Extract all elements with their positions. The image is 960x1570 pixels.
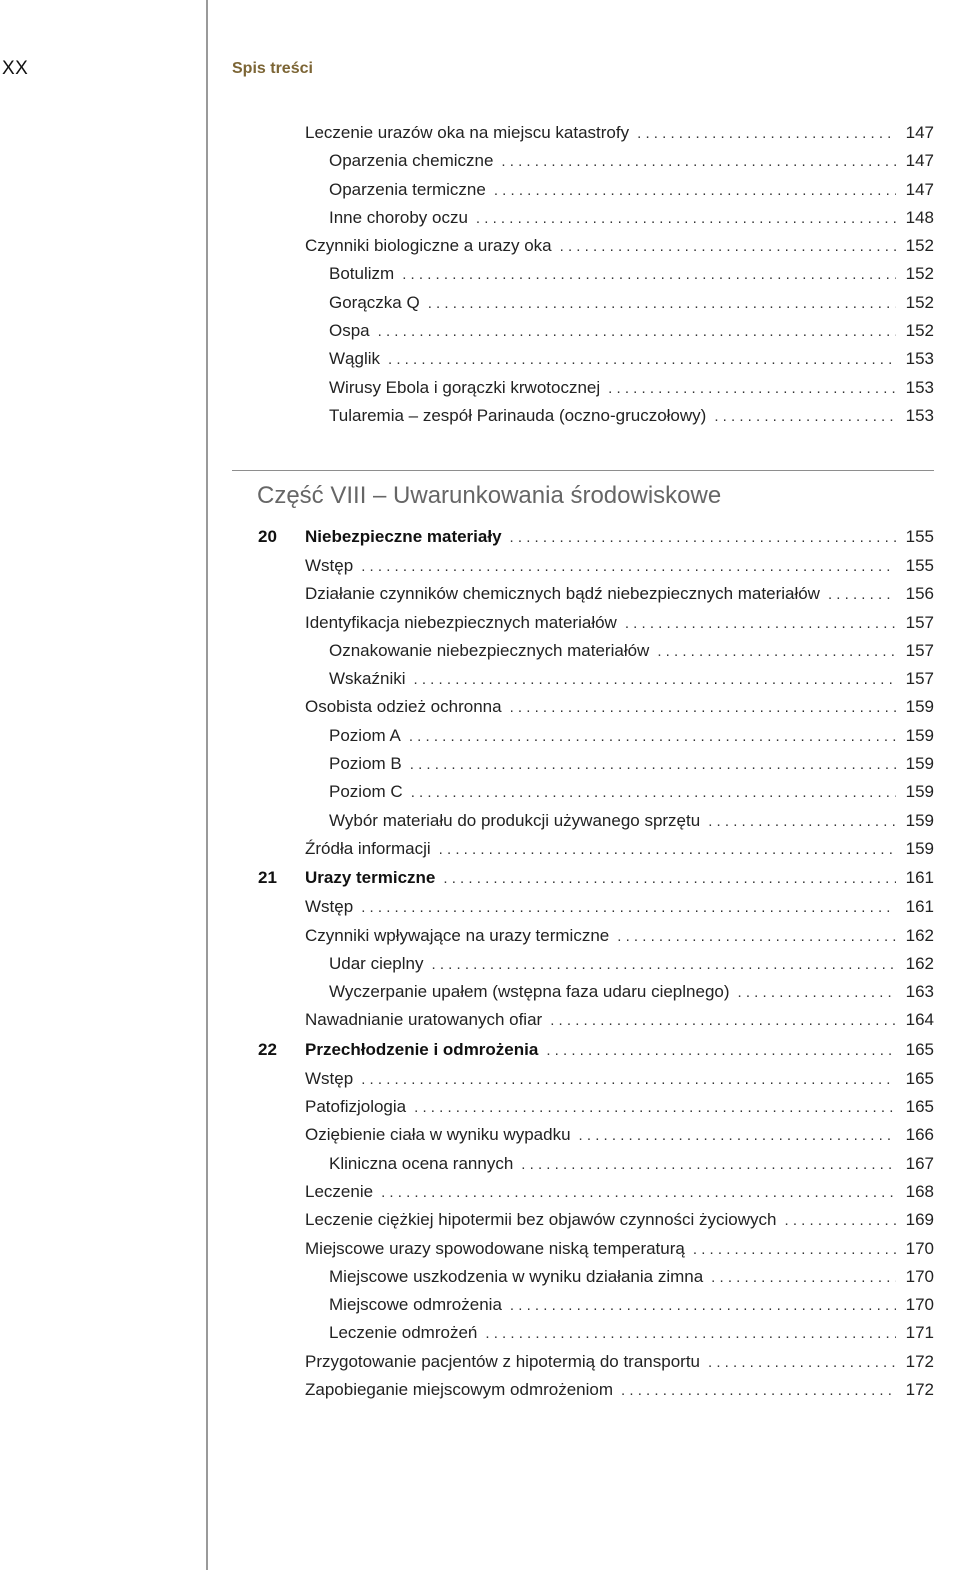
dot-leader [510,1292,896,1320]
toc-entry [258,147,934,175]
dot-leader [485,1320,896,1348]
dot-leader [432,951,897,979]
toc-page-number: 155 [905,527,934,546]
toc-page-number: 148 [905,207,934,227]
vertical-divider [206,0,208,1570]
toc-entry [258,260,934,288]
dot-leader [708,808,896,836]
toc-entry-title: Działanie czynników chemicznych bądź niebezpiecznych materiałów [305,584,820,604]
dot-leader [402,261,896,289]
dot-leader [476,205,896,233]
toc-entry [258,750,934,778]
toc-entry-title: Urazy termiczne [305,868,436,888]
dot-leader [608,375,896,403]
toc-page-number: 165 [905,1068,934,1088]
dot-leader [510,523,896,553]
toc-entry [258,1206,934,1234]
dot-leader [388,346,896,374]
dot-leader [828,581,896,609]
toc-entry-title: Osobista odzież ochronna [305,697,502,717]
toc-page-number: 153 [905,405,934,425]
toc-entry-title: Leczenie urazów oka na miejscu katastrofy [305,123,630,142]
toc-entry [258,637,934,665]
toc-entry-title: Przechłodzenie i odmrożenia [305,1039,539,1059]
toc-page-number: 147 [905,123,934,142]
toc-page-number: 163 [905,982,934,1002]
toc-entry [258,778,934,806]
toc-page-number: 170 [905,1266,934,1286]
toc-entry [258,1291,934,1319]
dot-leader [443,864,896,894]
toc-page-number: 171 [905,1323,934,1343]
running-head: Spis treści [232,60,313,77]
toc-entry [258,1121,934,1149]
dot-leader [414,1094,896,1122]
toc-page-number: 162 [905,953,934,973]
toc-entry-title: Czynniki biologiczne a urazy oka [305,236,552,256]
dot-leader [784,1207,896,1235]
toc-entry-title: Gorączka Q [329,292,420,312]
dot-leader [494,177,896,205]
chapter-number: 22 [258,1039,277,1059]
toc-entry [258,1319,934,1347]
toc-page-number: 172 [905,1351,934,1371]
toc-entry-title: Patofizjologia [305,1097,407,1117]
toc-page-number: 159 [905,838,934,858]
dot-leader [560,233,896,261]
toc-entry [258,345,934,373]
toc-entry [258,1348,934,1376]
dot-leader [708,1349,896,1377]
part-divider-rule [232,470,934,471]
toc-entry [258,835,934,863]
dot-leader [714,403,896,431]
toc-page-number: 157 [905,640,934,660]
dot-leader [657,638,896,666]
toc-entry-title: Oziębienie ciała w wyniku wypadku [305,1125,571,1145]
toc-entry-title: Leczenie odmrożeń [329,1323,478,1343]
toc-page-number: 172 [905,1380,934,1400]
toc-page-number: 161 [905,868,934,888]
chapter-number: 20 [258,527,277,546]
toc-page-number: 147 [905,151,934,171]
toc-entry-title: Wąglik [329,349,381,369]
toc-entry [258,552,934,580]
dot-leader [361,894,896,922]
toc-entry-title: Poziom C [329,782,403,802]
toc-entry [258,1235,934,1263]
toc-entry-title: Wirusy Ebola i gorączki krwotocznej [329,377,601,397]
toc-entry [258,665,934,693]
toc-page-number: 152 [905,292,934,312]
toc-entry-title: Leczenie ciężkiej hipotermii bez objawów czynności życiowych [305,1210,777,1230]
toc-entry [258,204,934,232]
toc-entry-title: Wstęp [305,897,354,917]
toc-entry-title: Miejscowe uszkodzenia w wyniku działania zimna [329,1266,704,1286]
toc-entry-title: Wskaźniki [329,669,406,689]
toc-entry [258,1093,934,1121]
toc-entry-title: Kliniczna ocena rannych [329,1153,514,1173]
dot-leader [378,318,896,346]
toc-entry-title: Inne choroby oczu [329,207,468,227]
toc-entry [258,1150,934,1178]
toc-entry-title: Czynniki wpływające na urazy termiczne [305,925,610,945]
dot-leader [381,1179,896,1207]
toc-entry-title: Leczenie [305,1181,374,1201]
toc-chapter-entry [258,522,934,552]
dot-leader [625,610,896,638]
toc-list-bottom [258,522,934,1404]
toc-entry [258,289,934,317]
toc-entry [258,950,934,978]
chapter-number: 21 [258,868,277,888]
toc-chapter-entry [258,1035,934,1065]
toc-entry-title: Przygotowanie pacjentów z hipotermią do transportu [305,1351,700,1371]
dot-leader [428,290,896,318]
toc-list-top [258,119,934,430]
dot-leader [693,1236,896,1264]
toc-entry [258,374,934,402]
toc-page-number: 170 [905,1295,934,1315]
toc-page-number: 165 [905,1097,934,1117]
toc-page-number: 166 [905,1125,934,1145]
toc-entry [258,978,934,1006]
toc-entry-title: Nawadnianie uratowanych ofiar [305,1010,543,1030]
dot-leader [410,751,896,779]
toc-entry [258,176,934,204]
toc-entry [258,922,934,950]
dot-leader [550,1007,896,1035]
toc-entry [258,402,934,430]
dot-leader [738,979,896,1007]
toc-entry [258,232,934,260]
toc-page-number: 167 [905,1153,934,1173]
toc-page-number: 159 [905,754,934,774]
toc-entry-title: Wyczerpanie upałem (wstępna faza udaru cieplnego) [329,982,730,1002]
toc-entry [258,807,934,835]
toc-entry-title: Wstęp [305,1068,354,1088]
toc-page-number: 170 [905,1238,934,1258]
toc-page-number: 168 [905,1181,934,1201]
toc-entry-title: Oznakowanie niebezpiecznych materiałów [329,640,650,660]
toc-page-number: 161 [905,897,934,917]
dot-leader [414,666,896,694]
toc-entry-title: Miejscowe urazy spowodowane niską temperaturą [305,1238,685,1258]
toc-page-number: 159 [905,697,934,717]
toc-entry [258,693,934,721]
dot-leader [510,694,896,722]
toc-page-number: 164 [905,1010,934,1030]
toc-page-number: 155 [905,556,934,575]
dot-leader [439,836,896,864]
toc-entry [258,317,934,345]
toc-page-number: 152 [905,321,934,341]
toc-entry [258,609,934,637]
toc-entry [258,1263,934,1291]
toc-page-number: 153 [905,349,934,369]
toc-page-number: 159 [905,725,934,745]
dot-leader [521,1151,896,1179]
toc-entry-title: Tularemia – zespół Parinauda (oczno-gruczołowy) [329,405,707,425]
toc-entry-title: Wstęp [305,556,354,575]
toc-entry [258,722,934,750]
dot-leader [637,120,896,148]
toc-page-number: 152 [905,236,934,256]
toc-entry-title: Ospa [329,321,370,341]
toc-entry [258,1006,934,1034]
toc-entry-title: Miejscowe odmrożenia [329,1295,502,1315]
dot-leader [361,1066,896,1094]
toc-page-number: 156 [905,584,934,604]
toc-page-number: 152 [905,264,934,284]
dot-leader [617,923,896,951]
toc-entry [258,119,934,147]
toc-page-number: 147 [905,179,934,199]
toc-entry-title: Źródła informacji [305,838,431,858]
toc-entry-title: Wybór materiału do produkcji używanego sprzętu [329,810,701,830]
toc-chapter-entry [258,863,934,893]
toc-page-number: 153 [905,377,934,397]
toc-entry [258,1376,934,1404]
toc-entry [258,1178,934,1206]
dot-leader [546,1036,896,1066]
toc-page-number: 159 [905,782,934,802]
toc-entry-title: Oparzenia termiczne [329,179,486,199]
toc-entry-title: Udar cieplny [329,953,424,973]
toc-entry-title: Identyfikacja niebezpiecznych materiałów [305,612,617,632]
toc-entry-title: Botulizm [329,264,395,284]
toc-page-number: 157 [905,669,934,689]
toc-page-number: 162 [905,925,934,945]
toc-entry-title: Oparzenia chemiczne [329,151,494,171]
page-number: XX [2,58,29,79]
toc-entry-title: Poziom B [329,754,402,774]
part-heading: Część VIII – Uwarunkowania środowiskowe [257,482,722,509]
dot-leader [711,1264,896,1292]
dot-leader [501,148,896,176]
dot-leader [411,779,896,807]
toc-entry [258,580,934,608]
toc-entry-title: Zapobieganie miejscowym odmrożeniom [305,1380,614,1400]
toc-page-number: 157 [905,612,934,632]
toc-page-number: 159 [905,810,934,830]
dot-leader [579,1122,896,1150]
toc-page-number: 165 [905,1039,934,1059]
toc-entry [258,893,934,921]
toc-entry-title: Poziom A [329,725,401,745]
toc-entry-title: Niebezpieczne materiały [305,527,502,546]
dot-leader [409,723,896,751]
dot-leader [621,1377,896,1405]
toc-entry [258,1065,934,1093]
dot-leader [361,553,896,581]
toc-page-number: 169 [905,1210,934,1230]
